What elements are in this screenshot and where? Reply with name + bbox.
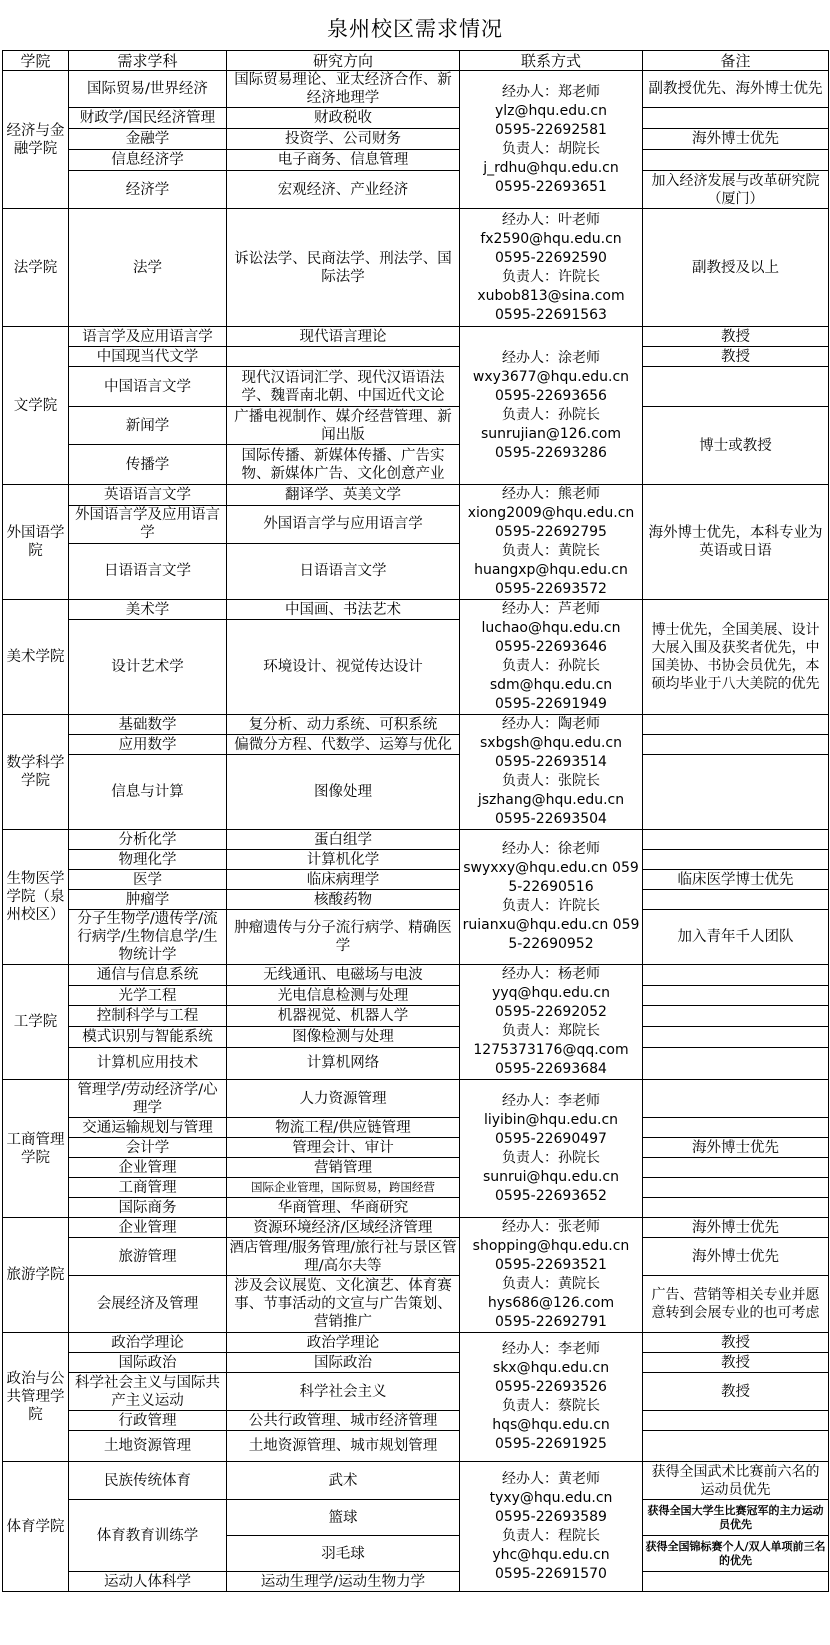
subject-cell: 分子生物学/遗传学/流行病学/生物信息学/生物统计学 bbox=[69, 910, 227, 965]
table-row bbox=[3, 850, 829, 870]
subject-cell: 控制科学与工程 bbox=[69, 1006, 227, 1027]
direction-cell: 公共行政管理、城市经济管理 bbox=[227, 1411, 460, 1431]
subject-cell: 通信与信息系统 bbox=[69, 965, 227, 986]
table-row bbox=[3, 1047, 829, 1079]
subject-cell: 日语语言文学 bbox=[69, 543, 227, 599]
college-cell: 美术学院 bbox=[3, 600, 69, 715]
recruitment-table bbox=[2, 50, 829, 1592]
table-row bbox=[3, 327, 829, 347]
subject-cell: 旅游管理 bbox=[69, 1238, 227, 1276]
contact-cell: 经办人：杨老师 yyq@hqu.edu.cn 0595-22692052 负责人：郑院长 1275373176@qq.com 0595-22693684 bbox=[460, 965, 643, 1080]
table-row bbox=[3, 870, 829, 890]
subject-cell: 肿瘤学 bbox=[69, 890, 227, 910]
table-row bbox=[3, 830, 829, 850]
table-row bbox=[3, 600, 829, 620]
note-cell: 获得全国武术比赛前六名的运动员优先 bbox=[643, 1462, 829, 1500]
college-cell: 文学院 bbox=[3, 327, 69, 485]
direction-cell bbox=[227, 347, 460, 367]
subject-cell: 中国语言文学 bbox=[69, 367, 227, 407]
direction-cell: 管理会计、审计 bbox=[227, 1138, 460, 1158]
note-cell bbox=[643, 1006, 829, 1027]
note-cell: 博士或教授 bbox=[643, 407, 829, 485]
table-row bbox=[3, 1198, 829, 1218]
table-row bbox=[3, 1500, 829, 1536]
table-row bbox=[3, 209, 829, 327]
col-header-contact: 联系方式 bbox=[460, 51, 643, 71]
direction-cell: 宏观经济、产业经济 bbox=[227, 171, 460, 209]
note-cell bbox=[643, 735, 829, 755]
note-cell: 获得全国大学生比赛冠军的主力运动员优先 bbox=[643, 1500, 829, 1536]
table-row bbox=[3, 910, 829, 965]
table-row bbox=[3, 1218, 829, 1238]
direction-cell: 科学社会主义 bbox=[227, 1373, 460, 1411]
contact-cell: 经办人：李老师 liyibin@hqu.edu.cn 0595-22690497 负责人：孙院长 sunrui@hqu.edu.cn 0595-22693652 bbox=[460, 1080, 643, 1218]
note-cell: 海外博士优先 bbox=[643, 129, 829, 150]
subject-cell: 会展经济及管理 bbox=[69, 1275, 227, 1332]
contact-cell: 经办人：芦老师 luchao@hqu.edu.cn 0595-22693646 负责人：孙院长 sdm@hqu.edu.cn 0595-22691949 bbox=[460, 600, 643, 715]
contact-cell: 经办人：黄老师 tyxy@hqu.edu.cn 0595-22693589 负责人：程院长 yhc@hqu.edu.cn 0595-22691570 bbox=[460, 1462, 643, 1592]
table-row bbox=[3, 1080, 829, 1118]
table-row bbox=[3, 1411, 829, 1431]
contact-cell: 经办人：徐老师 swyxxy@hqu.edu.cn 0595-22690516 负责人：许院长 ruianxu@hqu.edu.cn 0595-22690952 bbox=[460, 830, 643, 965]
college-cell: 数学科学学院 bbox=[3, 715, 69, 830]
direction-cell: 光电信息检测与处理 bbox=[227, 985, 460, 1006]
contact-cell: 经办人：李老师 skx@hqu.edu.cn 0595-22693526 负责人：蔡院长 hqs@hqu.edu.cn 0595-22691925 bbox=[460, 1333, 643, 1462]
subject-cell: 外国语言学及应用语言学 bbox=[69, 505, 227, 543]
subject-cell: 传播学 bbox=[69, 445, 227, 485]
direction-cell: 电子商务、信息管理 bbox=[227, 150, 460, 171]
subject-cell: 英语语言文学 bbox=[69, 485, 227, 506]
note-cell bbox=[643, 1047, 829, 1079]
table-row bbox=[3, 150, 829, 171]
direction-cell: 涉及会议展览、文化演艺、体育赛事、节事活动的文宣与广告策划、营销推广 bbox=[227, 1275, 460, 1332]
table-row bbox=[3, 1178, 829, 1198]
college-cell: 法学院 bbox=[3, 209, 69, 327]
subject-cell: 国际商务 bbox=[69, 1198, 227, 1218]
subject-cell: 企业管理 bbox=[69, 1218, 227, 1238]
direction-cell: 诉讼法学、民商法学、刑法学、国际法学 bbox=[227, 209, 460, 327]
direction-cell: 国际政治 bbox=[227, 1353, 460, 1373]
table-row bbox=[3, 108, 829, 129]
subject-cell: 设计艺术学 bbox=[69, 620, 227, 715]
note-cell: 海外博士优先 bbox=[643, 1138, 829, 1158]
table-row bbox=[3, 1275, 829, 1332]
direction-cell: 计算机化学 bbox=[227, 850, 460, 870]
contact-cell: 经办人：张老师 shopping@hqu.edu.cn 0595-22693521 负责人：黄院长 hys686@126.com 0595-22692791 bbox=[460, 1218, 643, 1333]
note-cell bbox=[643, 755, 829, 830]
direction-cell: 图像处理 bbox=[227, 755, 460, 830]
direction-cell: 中国画、书法艺术 bbox=[227, 600, 460, 620]
subject-cell: 语言学及应用语言学 bbox=[69, 327, 227, 347]
subject-cell: 交通运输规划与管理 bbox=[69, 1118, 227, 1138]
col-header-note: 备注 bbox=[643, 51, 829, 71]
subject-cell: 会计学 bbox=[69, 1138, 227, 1158]
header-row bbox=[3, 51, 829, 71]
direction-cell: 营销管理 bbox=[227, 1158, 460, 1178]
direction-cell: 国际贸易理论、亚太经济合作、新经济地理学 bbox=[227, 71, 460, 108]
note-cell: 加入经济发展与改革研究院（厦门） bbox=[643, 171, 829, 209]
table-row bbox=[3, 755, 829, 830]
direction-cell: 政治学理论 bbox=[227, 1333, 460, 1353]
table-row bbox=[3, 1431, 829, 1462]
note-cell bbox=[643, 830, 829, 850]
subject-cell: 运动人体科学 bbox=[69, 1572, 227, 1592]
table-row bbox=[3, 1006, 829, 1027]
subject-cell: 国际贸易/世界经济 bbox=[69, 71, 227, 108]
direction-cell: 武术 bbox=[227, 1462, 460, 1500]
note-cell bbox=[643, 108, 829, 129]
direction-cell: 篮球 bbox=[227, 1500, 460, 1536]
subject-cell: 国际政治 bbox=[69, 1353, 227, 1373]
subject-cell: 医学 bbox=[69, 870, 227, 890]
table-row bbox=[3, 735, 829, 755]
direction-cell: 运动生理学/运动生物力学 bbox=[227, 1572, 460, 1592]
subject-cell: 计算机应用技术 bbox=[69, 1047, 227, 1079]
direction-cell: 翻译学、英美文学 bbox=[227, 485, 460, 506]
subject-cell: 企业管理 bbox=[69, 1158, 227, 1178]
college-cell: 生物医学学院（泉州校区） bbox=[3, 830, 69, 965]
note-cell bbox=[643, 715, 829, 735]
table-row bbox=[3, 1027, 829, 1048]
note-cell bbox=[643, 890, 829, 910]
subject-cell: 光学工程 bbox=[69, 985, 227, 1006]
table-row bbox=[3, 367, 829, 407]
subject-cell: 信息经济学 bbox=[69, 150, 227, 171]
college-cell: 体育学院 bbox=[3, 1462, 69, 1592]
direction-cell: 计算机网络 bbox=[227, 1047, 460, 1079]
note-cell: 海外博士优先 bbox=[643, 1238, 829, 1276]
direction-cell: 财政税收 bbox=[227, 108, 460, 129]
direction-cell: 国际传播、新媒体传播、广告实物、新媒体广告、文化创意产业 bbox=[227, 445, 460, 485]
direction-cell: 广播电视制作、媒介经营管理、新闻出版 bbox=[227, 407, 460, 445]
note-cell: 海外博士优先，本科专业为英语或日语 bbox=[643, 485, 829, 600]
direction-cell: 偏微分方程、代数学、运筹与优化 bbox=[227, 735, 460, 755]
table-row bbox=[3, 1333, 829, 1353]
table-row bbox=[3, 129, 829, 150]
college-cell: 工商管理学院 bbox=[3, 1080, 69, 1218]
direction-cell: 图像检测与处理 bbox=[227, 1027, 460, 1048]
direction-cell: 羽毛球 bbox=[227, 1536, 460, 1572]
direction-cell: 国际企业管理，国际贸易，跨国经营 bbox=[227, 1178, 460, 1198]
table-row bbox=[3, 1238, 829, 1276]
note-cell: 教授 bbox=[643, 1333, 829, 1353]
table-row bbox=[3, 407, 829, 445]
note-cell: 临床医学博士优先 bbox=[643, 870, 829, 890]
direction-cell: 肿瘤遗传与分子流行病学、精确医学 bbox=[227, 910, 460, 965]
subject-cell: 新闻学 bbox=[69, 407, 227, 445]
note-cell bbox=[643, 1118, 829, 1138]
college-cell: 政治与公共管理学院 bbox=[3, 1333, 69, 1462]
direction-cell: 现代语言理论 bbox=[227, 327, 460, 347]
subject-cell: 法学 bbox=[69, 209, 227, 327]
subject-cell: 科学社会主义与国际共产主义运动 bbox=[69, 1373, 227, 1411]
subject-cell: 经济学 bbox=[69, 171, 227, 209]
note-cell bbox=[643, 1080, 829, 1118]
subject-cell: 分析化学 bbox=[69, 830, 227, 850]
direction-cell: 环境设计、视觉传达设计 bbox=[227, 620, 460, 715]
note-cell: 副教授及以上 bbox=[643, 209, 829, 327]
subject-cell: 基础数学 bbox=[69, 715, 227, 735]
note-cell: 教授 bbox=[643, 1353, 829, 1373]
subject-cell: 财政学/国民经济管理 bbox=[69, 108, 227, 129]
table-row bbox=[3, 1572, 829, 1592]
table-row bbox=[3, 965, 829, 986]
subject-cell: 应用数学 bbox=[69, 735, 227, 755]
direction-cell: 土地资源管理、城市规划管理 bbox=[227, 1431, 460, 1462]
direction-cell: 人力资源管理 bbox=[227, 1080, 460, 1118]
direction-cell: 酒店管理/服务管理/旅行社与景区管理/高尔夫等 bbox=[227, 1238, 460, 1276]
contact-cell: 经办人：郑老师 ylz@hqu.edu.cn 0595-22692581 负责人：胡院长 j_rdhu@hqu.edu.cn 0595-22693651 bbox=[460, 71, 643, 209]
contact-cell: 经办人：熊老师 xiong2009@hqu.edu.cn 0595-22692795 负责人：黄院长 huangxp@hqu.edu.cn 0595-22693572 bbox=[460, 485, 643, 600]
note-cell: 教授 bbox=[643, 1373, 829, 1411]
note-cell: 博士优先，全国美展、设计大展入围及获奖者优先，中国美协、书协会员优先，本硕均毕业于八大美院的优先 bbox=[643, 600, 829, 715]
direction-cell: 资源环境经济/区域经济管理 bbox=[227, 1218, 460, 1238]
direction-cell: 蛋白组学 bbox=[227, 830, 460, 850]
note-cell bbox=[643, 1411, 829, 1431]
table-row bbox=[3, 1373, 829, 1411]
note-cell: 副教授优先、海外博士优先 bbox=[643, 71, 829, 108]
subject-cell: 物理化学 bbox=[69, 850, 227, 870]
subject-cell: 管理学/劳动经济学/心理学 bbox=[69, 1080, 227, 1118]
contact-cell: 经办人：叶老师 fx2590@hqu.edu.cn 0595-22692590 负责人：许院长 xubob813@sina.com 0595-22691563 bbox=[460, 209, 643, 327]
college-cell: 外国语学院 bbox=[3, 485, 69, 600]
direction-cell: 机器视觉、机器人学 bbox=[227, 1006, 460, 1027]
direction-cell: 临床病理学 bbox=[227, 870, 460, 890]
subject-cell: 民族传统体育 bbox=[69, 1462, 227, 1500]
contact-cell: 经办人：陶老师 sxbgsh@hqu.edu.cn 0595-22693514 负责人：张院长 jszhang@hqu.edu.cn 0595-22693504 bbox=[460, 715, 643, 830]
note-cell: 海外博士优先 bbox=[643, 1218, 829, 1238]
note-cell: 教授 bbox=[643, 347, 829, 367]
subject-cell: 行政管理 bbox=[69, 1411, 227, 1431]
direction-cell: 核酸药物 bbox=[227, 890, 460, 910]
subject-cell: 土地资源管理 bbox=[69, 1431, 227, 1462]
table-row bbox=[3, 1158, 829, 1178]
note-cell bbox=[643, 1572, 829, 1592]
subject-cell: 信息与计算 bbox=[69, 755, 227, 830]
subject-cell: 美术学 bbox=[69, 600, 227, 620]
note-cell bbox=[643, 1198, 829, 1218]
table-row bbox=[3, 1353, 829, 1373]
note-cell: 加入青年千人团队 bbox=[643, 910, 829, 965]
col-header-subject: 需求学科 bbox=[69, 51, 227, 71]
direction-cell: 无线通讯、电磁场与电波 bbox=[227, 965, 460, 986]
subject-cell: 体育教育训练学 bbox=[69, 1500, 227, 1572]
college-cell: 工学院 bbox=[3, 965, 69, 1080]
note-cell bbox=[643, 965, 829, 986]
table-row bbox=[3, 1462, 829, 1500]
contact-cell: 经办人：涂老师 wxy3677@hqu.edu.cn 0595-22693656 负责人：孙院长 sunrujian@126.com 0595-22693286 bbox=[460, 327, 643, 485]
college-cell: 旅游学院 bbox=[3, 1218, 69, 1333]
note-cell: 教授 bbox=[643, 327, 829, 347]
subject-cell: 金融学 bbox=[69, 129, 227, 150]
note-cell bbox=[643, 150, 829, 171]
table-row bbox=[3, 347, 829, 367]
direction-cell: 物流工程/供应链管理 bbox=[227, 1118, 460, 1138]
note-cell: 广告、营销等相关专业并愿意转到会展专业的也可考虑 bbox=[643, 1275, 829, 1332]
subject-cell: 工商管理 bbox=[69, 1178, 227, 1198]
subject-cell: 模式识别与智能系统 bbox=[69, 1027, 227, 1048]
note-cell bbox=[643, 1431, 829, 1462]
table-row bbox=[3, 171, 829, 209]
note-cell bbox=[643, 850, 829, 870]
table-row bbox=[3, 985, 829, 1006]
note-cell bbox=[643, 1178, 829, 1198]
note-cell bbox=[643, 1027, 829, 1048]
note-cell bbox=[643, 985, 829, 1006]
table-row bbox=[3, 890, 829, 910]
col-header-college: 学院 bbox=[3, 51, 69, 71]
direction-cell: 复分析、动力系统、可积系统 bbox=[227, 715, 460, 735]
note-cell bbox=[643, 367, 829, 407]
page-title: 泉州校区需求情况 bbox=[327, 17, 503, 41]
subject-cell: 政治学理论 bbox=[69, 1333, 227, 1353]
direction-cell: 华商管理、华商研究 bbox=[227, 1198, 460, 1218]
college-cell: 经济与金融学院 bbox=[3, 71, 69, 209]
table-row bbox=[3, 1138, 829, 1158]
direction-cell: 外国语言学与应用语言学 bbox=[227, 505, 460, 543]
direction-cell: 投资学、公司财务 bbox=[227, 129, 460, 150]
direction-cell: 日语语言文学 bbox=[227, 543, 460, 599]
table-row bbox=[3, 1118, 829, 1138]
direction-cell: 现代汉语词汇学、现代汉语语法学、魏晋南北朝、中国近代文论 bbox=[227, 367, 460, 407]
table-row bbox=[3, 71, 829, 108]
table-row bbox=[3, 715, 829, 735]
subject-cell: 中国现当代文学 bbox=[69, 347, 227, 367]
col-header-direction: 研究方向 bbox=[227, 51, 460, 71]
table-row bbox=[3, 485, 829, 506]
note-cell bbox=[643, 1158, 829, 1178]
note-cell: 获得全国锦标赛个人/双人单项前三名的优先 bbox=[643, 1536, 829, 1572]
